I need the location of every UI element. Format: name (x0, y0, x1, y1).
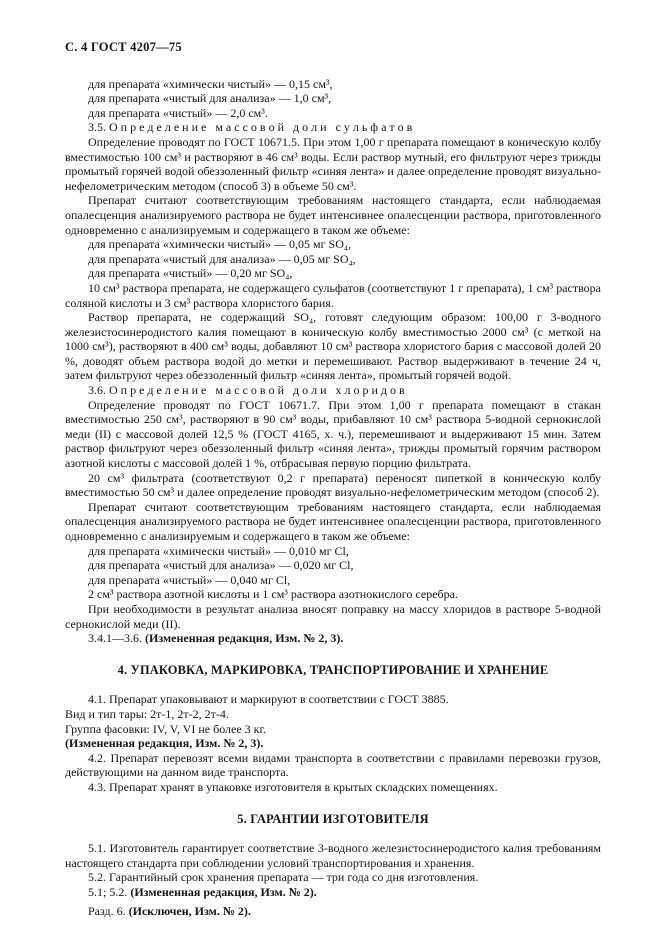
clause-3-5-heading: 3.5. О п р е д е л е н и е м а с с о в о й д о л и с у л ь ф а т о в (88, 120, 413, 135)
clause-4-3-storage: 4.3. Препарат хранят в упаковке изготовителя в крытых складских помещениях. (88, 779, 498, 794)
list-item-sulfate-limit-pure: для препарата «чистый» — 0,20 мг SO₄, (88, 266, 293, 281)
clause-4-2-transport: 4.2. Препарат перевозят всеми видами транспорта в соответствии с правилами перевозки грузов, действующими на данном виде транспорта. (65, 750, 601, 780)
clause-3-6-filtrate: 20 см³ фильтрата (соответствуют 0,2 г препарата) переносят пипеткой в коническую колбу вместимостью 50 см³ и далее определение проводят визуально-нефелометрическим методом (способ 2). (65, 470, 601, 500)
clause-3-6-method: Определение проводят по ГОСТ 10671.7. При этом 1,00 г препарата помещают в стакан вместимостью 250 см³, растворяют в 90 см³ воды, прибавляют 10 см³ раствора 5-водной сернокислой меди (II) с массовой долей 12,5 % (ГОСТ 4165, х. ч.), перемешивают и выдерживают 15 мин. Затем раствор фильтруют через обеззоленный фильтр «синяя лента», трижды промытый горячим раствором азотной кислоты с массовой долей 1 %, отбрасывая первую порцию фильтрата. (65, 397, 601, 471)
clause-3-5-method: Определение проводят по ГОСТ 10671.5. При этом 1,00 г препарата помещают в коническую колбу вместимостью 100 см³ и растворяют в 46 см³ воды. Если раствор мутный, его фильтруют через трижды промытый горячей водой обеззоленный фильтр «синяя лента» и далее определение проводят визуально-нефелометрическим методом (способ 3) в объеме 50 см³. (65, 134, 601, 193)
clause-3-6-solution: 2 см³ раствора азотной кислоты и 1 см³ раствора азотнокислого серебра. (88, 587, 458, 602)
amendment-text: (Измененная редакция, Изм. № 2). (130, 884, 317, 899)
amendment-note-3-4-1-3-6 (65, 631, 601, 646)
amendment-clause-range: 5.1; 5.2. (88, 884, 131, 899)
clause-3-5-solution: 10 см³ раствора препарата, не содержащего сульфатов (соответствуют 1 г препарата), 1 см³ раствора соляной кислоты и 3 см³ раствора хлористого бария. (65, 280, 601, 310)
section-6-excluded-note (65, 904, 601, 919)
clause-3-6-correction: При необходимости в результат анализа вносят поправку на массу хлоридов в растворе 5-водной сернокислой меди (II). (65, 601, 601, 631)
clause-3-5-criteria: Препарат считают соответствующим требованиям настоящего стандарта, если наблюдаемая опалесценция анализируемого раствора не будет интенсивнее опалесценции раствора, приготовленного одновременно с анализируемым и содержащего в таком же объеме: (65, 193, 601, 237)
list-item-sulfate-limit-chem-pure: для препарата «химически чистый» — 0,05 мг SO₄, (88, 237, 352, 252)
list-item-volume-analysis-pure: для препарата «чистый для анализа» — 1,0 см³, (88, 91, 332, 106)
clause-5-1-guarantee: 5.1. Изготовитель гарантирует соответствие 3-водного железистосинеродистого калия требованиям настоящего стандарта при соблюдении условий транспортирования и хранения. (65, 841, 601, 870)
list-item-chloride-limit-analysis-pure: для препарата «чистый для анализа» — 0,020 мг Cl, (88, 558, 354, 573)
clause-3-6-heading: 3.6. О п р е д е л е н и е м а с с о в о й д о л и х л о р и д о в (88, 383, 405, 398)
excluded-section-ref: Разд. 6. (88, 904, 129, 919)
section-4-title: 4. УПАКОВКА, МАРКИРОВКА, ТРАНСПОРТИРОВАНИЕ И ХРАНЕНИЕ (117, 662, 549, 677)
clause-3-5-preparation: Раствор препарата, не содержащий SO₄, готовят следующим образом: 100,00 г 3-водного железистосинеродистого калия помещают в коническую колбу вместимостью 2000 см³ (с меткой на 1000 см³), растворяют в 400 см³ воды, добавляют 10 см³ раствора хлористого бария с массовой долей 20 %, доводят объем раствора водой до метки и перемешивают. Раствор выдерживают в течение 24 ч, затем фильтруют через обеззоленный фильтр «синяя лента», промытый горячей водой. (65, 310, 601, 383)
amendment-note-5-1-5-2 (65, 885, 601, 900)
amendment-note-4-1: (Измененная редакция, Изм. № 2, 3). (65, 736, 264, 751)
list-item-volume-pure: для препарата «чистый» — 2,0 см³. (88, 105, 268, 120)
clause-3-6-criteria: Препарат считают соответствующим требованиям настоящего стандарта, если наблюдаемая опалесценция анализируемого раствора не будет интенсивнее опалесценции раствора, приготовленного одновременно с анализируемым и содержащего в таком же объеме: (65, 499, 601, 543)
list-item-sulfate-limit-analysis-pure: для препарата «чистый для анализа» — 0,05 мг SO₄, (88, 251, 356, 266)
list-item-volume-chem-pure: для препарата «химически чистый» — 0,15 см³, (88, 76, 333, 91)
excluded-text: (Исключен, Изм. № 2). (128, 904, 251, 919)
clause-4-1-group: Группа фасовки: IV, V, VI не более 3 кг. (65, 721, 267, 736)
list-item-chloride-limit-pure: для препарата «чистый» — 0,040 мг Cl, (88, 572, 291, 587)
list-item-chloride-limit-chem-pure: для препарата «химически чистый» — 0,010 мг Cl, (88, 543, 349, 558)
section-5-title: 5. ГАРАНТИИ ИЗГОТОВИТЕЛЯ (237, 811, 429, 826)
clause-4-1-packing: 4.1. Препарат упаковывают и маркируют в соответствии с ГОСТ 3885. (88, 692, 449, 707)
clause-5-2-shelf-life: 5.2. Гарантийный срок хранения препарата — три года со дня изготовления. (88, 870, 479, 885)
clause-4-1-tare: Вид и тип тары: 2т-1, 2т-2, 2т-4. (65, 706, 229, 721)
page-header: С. 4 ГОСТ 4207—75 (65, 40, 182, 54)
amendment-text: (Измененная редакция, Изм. № 2, 3). (145, 631, 344, 646)
amendment-clause-range: 3.4.1—3.6. (88, 631, 145, 646)
